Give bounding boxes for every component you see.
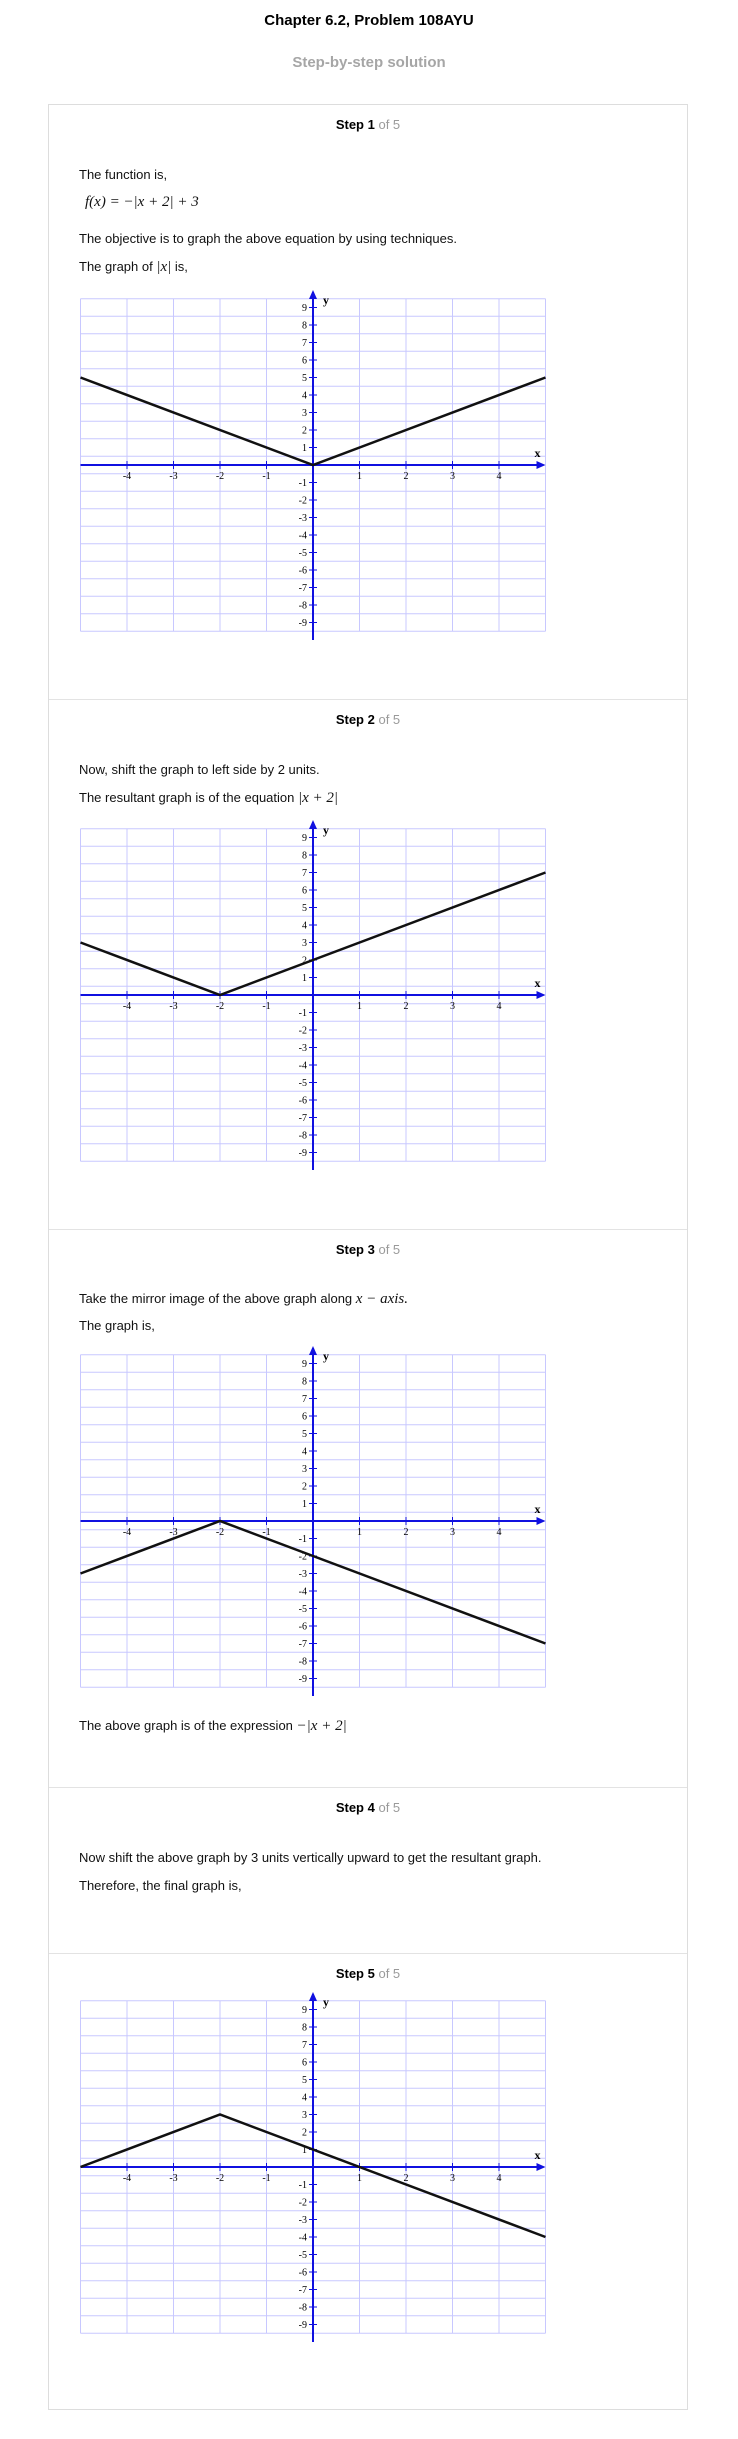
- graph-abs-x: [79, 290, 549, 640]
- step-text: Now shift the above graph by 3 units vertically upward to get the resultant graph.: [79, 1850, 542, 1865]
- x-tick-label: 2: [403, 471, 409, 482]
- x-tick-label: -2: [215, 471, 225, 482]
- y-tick-label: -5: [298, 548, 307, 559]
- y-tick-label: 6: [302, 355, 307, 367]
- inline-math: |x + 2|: [298, 790, 339, 806]
- y-tick-label: 9: [302, 833, 307, 844]
- step-label: Step 1: [335, 117, 375, 132]
- y-tick-label: -1: [298, 478, 307, 489]
- y-tick-label: 3: [302, 938, 307, 949]
- x-tick-label: 3: [450, 1527, 455, 1538]
- step-count: of 5: [378, 1966, 401, 1981]
- x-tick-label: -3: [169, 1527, 178, 1538]
- y-tick-label: 7: [302, 338, 307, 349]
- x-tick-label: -1: [262, 2173, 271, 2184]
- step-count: of 5: [378, 1242, 401, 1257]
- x-tick-label: -4: [122, 1527, 132, 1538]
- x-tick-label: -2: [215, 2173, 225, 2184]
- y-tick-label: 1: [302, 973, 307, 984]
- graph-neg-abs-x-plus-2: [79, 1346, 549, 1696]
- y-tick-label: -7: [298, 583, 307, 594]
- y-tick-label: -8: [298, 600, 307, 612]
- y-tick-label: -3: [298, 1569, 307, 1580]
- y-axis-label: y: [323, 1349, 329, 1363]
- y-tick-label: 3: [302, 408, 307, 419]
- y-tick-label: 6: [302, 2057, 307, 2069]
- y-tick-label: -4: [298, 2232, 307, 2244]
- y-tick-label: 3: [302, 2110, 307, 2121]
- step-text: is,: [174, 259, 188, 274]
- y-tick-label: 3: [302, 1464, 307, 1475]
- step-text-line: [79, 1718, 347, 1735]
- y-tick-label: -3: [298, 513, 307, 524]
- graph-abs-x-plus-2: [79, 820, 549, 1170]
- step-text: The above graph is of the expression: [79, 1718, 293, 1733]
- x-tick-label: 2: [403, 2173, 409, 2184]
- x-axis-label: x: [534, 446, 541, 460]
- page-title: Chapter 6.2, Problem 108AYU: [264, 12, 474, 29]
- x-tick-label: -3: [169, 1001, 178, 1012]
- y-tick-label: -7: [298, 2285, 307, 2296]
- step-5: [49, 1954, 687, 2409]
- y-tick-label: 9: [302, 303, 307, 314]
- x-axis-arrow: [537, 991, 546, 999]
- x-tick-label: -4: [122, 1001, 132, 1012]
- y-tick-label: 4: [302, 390, 307, 402]
- y-tick-label: 8: [302, 1376, 307, 1388]
- y-tick-label: -2: [298, 1025, 307, 1037]
- y-tick-label: 8: [302, 850, 307, 862]
- y-tick-label: -9: [298, 1674, 307, 1685]
- page-subtitle: Step-by-step solution: [292, 54, 446, 71]
- y-tick-label: 4: [302, 920, 307, 932]
- y-tick-label: -2: [298, 495, 307, 507]
- y-tick-label: 7: [302, 2040, 307, 2051]
- y-tick-label: -5: [298, 2250, 307, 2261]
- x-tick-label: 4: [496, 1001, 502, 1012]
- y-tick-label: -4: [298, 530, 307, 542]
- step-label: Step 2: [335, 712, 375, 727]
- y-tick-label: 4: [302, 1446, 307, 1458]
- y-axis-arrow: [309, 820, 317, 829]
- x-tick-label: -4: [122, 2173, 132, 2184]
- x-tick-label: 3: [450, 1001, 455, 1012]
- step-text: Take the mirror image of the above graph along: [79, 1291, 353, 1306]
- step-label: Step 4: [335, 1800, 375, 1815]
- y-axis-arrow: [309, 1346, 317, 1355]
- y-tick-label: 5: [302, 903, 307, 914]
- y-tick-label: 7: [302, 868, 307, 879]
- step-text: The objective is to graph the above equation by using techniques.: [79, 231, 457, 246]
- x-axis-arrow: [537, 1517, 546, 1525]
- x-axis-label: x: [534, 1502, 541, 1516]
- y-tick-label: 7: [302, 1394, 307, 1405]
- y-tick-label: -7: [298, 1113, 307, 1124]
- y-tick-label: -1: [298, 1534, 307, 1545]
- x-axis-label: x: [534, 2148, 541, 2162]
- step-3-header: [49, 1242, 687, 1257]
- y-tick-label: 2: [302, 2127, 307, 2139]
- y-tick-label: 2: [302, 955, 307, 967]
- x-tick-label: -1: [262, 1001, 271, 1012]
- y-tick-label: 9: [302, 2005, 307, 2016]
- step-text: The graph of: [79, 259, 153, 274]
- y-axis-label: y: [323, 823, 329, 837]
- y-tick-label: -4: [298, 1586, 307, 1598]
- step-count: of 5: [378, 117, 401, 132]
- y-tick-label: -6: [298, 565, 307, 577]
- step-3: [49, 1230, 687, 1788]
- step-text-line: [79, 259, 188, 276]
- equation: f(x) = −|x + 2| + 3: [85, 194, 199, 210]
- y-tick-label: -6: [298, 1621, 307, 1633]
- step-text: Now, shift the graph to left side by 2 units.: [79, 762, 320, 777]
- y-tick-label: 1: [302, 443, 307, 454]
- y-tick-label: -2: [298, 1551, 307, 1563]
- y-tick-label: -4: [298, 1060, 307, 1072]
- y-tick-label: -3: [298, 1043, 307, 1054]
- y-axis-label: y: [323, 293, 329, 307]
- y-tick-label: -6: [298, 2267, 307, 2279]
- y-tick-label: -8: [298, 1656, 307, 1668]
- step-2-header: [49, 712, 687, 727]
- step-text: The function is,: [79, 167, 168, 182]
- step-text-line: [79, 1291, 408, 1308]
- x-tick-label: 1: [357, 471, 362, 482]
- y-axis-label: y: [323, 1995, 329, 2009]
- x-tick-label: 1: [357, 2173, 362, 2184]
- x-tick-label: 4: [496, 2173, 502, 2184]
- step-label: Step 3: [335, 1242, 375, 1257]
- y-tick-label: 6: [302, 885, 307, 897]
- y-tick-label: 8: [302, 320, 307, 332]
- x-tick-label: -4: [122, 471, 132, 482]
- y-tick-label: -5: [298, 1078, 307, 1089]
- step-label: Step 5: [335, 1966, 375, 1981]
- step-count: of 5: [378, 1800, 401, 1815]
- y-tick-label: -9: [298, 2320, 307, 2331]
- y-tick-label: 8: [302, 2022, 307, 2034]
- x-axis-arrow: [537, 2163, 546, 2171]
- x-tick-label: 1: [357, 1527, 362, 1538]
- y-tick-label: 5: [302, 1429, 307, 1440]
- graph-final: [79, 1992, 549, 2342]
- y-tick-label: -1: [298, 2180, 307, 2191]
- y-tick-label: -1: [298, 1008, 307, 1019]
- y-tick-label: 4: [302, 2092, 307, 2104]
- x-axis-arrow: [537, 461, 546, 469]
- step-text: Therefore, the final graph is,: [79, 1878, 242, 1893]
- x-tick-label: -1: [262, 1527, 271, 1538]
- step-5-header: [49, 1966, 687, 1981]
- x-tick-label: -1: [262, 471, 271, 482]
- step-text: The resultant graph is of the equation: [79, 790, 295, 805]
- x-tick-label: 1: [357, 1001, 362, 1012]
- y-tick-label: 1: [302, 2145, 307, 2156]
- y-tick-label: 5: [302, 373, 307, 384]
- x-tick-label: -2: [215, 1527, 225, 1538]
- y-tick-label: -2: [298, 2197, 307, 2209]
- y-tick-label: -9: [298, 1148, 307, 1159]
- y-tick-label: -8: [298, 1130, 307, 1142]
- step-4: [49, 1788, 687, 1954]
- y-tick-label: -9: [298, 618, 307, 629]
- inline-math: |x|: [156, 259, 172, 275]
- y-tick-label: 1: [302, 1499, 307, 1510]
- x-tick-label: 2: [403, 1001, 409, 1012]
- y-tick-label: 2: [302, 425, 307, 437]
- y-axis-arrow: [309, 290, 317, 299]
- solution-card: [48, 104, 688, 2410]
- x-axis-label: x: [534, 976, 541, 990]
- y-tick-label: -5: [298, 1604, 307, 1615]
- inline-math: −|x + 2|: [296, 1718, 347, 1734]
- inline-math: x − axis.: [355, 1291, 408, 1307]
- x-tick-label: 4: [496, 471, 502, 482]
- y-tick-label: -7: [298, 1639, 307, 1650]
- step-1-header: [49, 117, 687, 132]
- y-tick-label: 2: [302, 1481, 307, 1493]
- y-tick-label: -3: [298, 2215, 307, 2226]
- step-4-header: [49, 1800, 687, 1815]
- x-tick-label: -3: [169, 471, 178, 482]
- y-tick-label: 5: [302, 2075, 307, 2086]
- y-tick-label: 6: [302, 1411, 307, 1423]
- x-tick-label: 3: [450, 2173, 455, 2184]
- x-tick-label: 2: [403, 1527, 409, 1538]
- y-tick-label: -6: [298, 1095, 307, 1107]
- x-tick-label: 3: [450, 471, 455, 482]
- step-count: of 5: [378, 712, 401, 727]
- step-text-line: [79, 790, 338, 807]
- x-tick-label: -3: [169, 2173, 178, 2184]
- step-text: The graph is,: [79, 1318, 155, 1333]
- step-1: [49, 105, 687, 700]
- x-tick-label: -2: [215, 1001, 225, 1012]
- x-tick-label: 4: [496, 1527, 502, 1538]
- step-2: [49, 700, 687, 1230]
- y-tick-label: 9: [302, 1359, 307, 1370]
- y-tick-label: -8: [298, 2302, 307, 2314]
- y-axis-arrow: [309, 1992, 317, 2001]
